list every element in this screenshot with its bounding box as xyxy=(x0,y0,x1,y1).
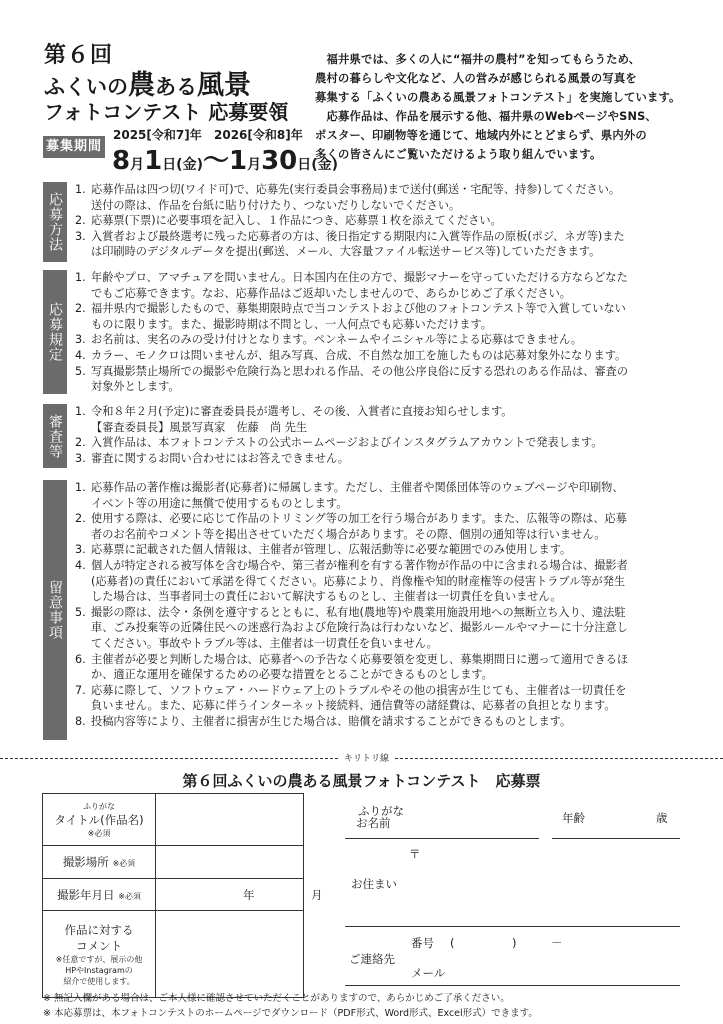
item-text: 審査に関するお問い合わせにはお答えできません。 xyxy=(91,451,349,465)
contact-label: ご連絡先 xyxy=(349,952,395,966)
list-item xyxy=(75,348,715,364)
item-text: 者のお名前やコメント等を掲出させていただく場合があります。その際、個別の通知等は行いません。 xyxy=(91,527,606,541)
list-item xyxy=(75,332,715,348)
item-text: 応募に際して、ソフトウェア・ハードウェア上のトラブルやその他の損害が生じても、主催者は一切責任を xyxy=(91,683,627,697)
item-text: か、適正な運用を確保するための必要な措置をとることができるものとします。 xyxy=(91,668,493,682)
field-label: タイトル(作品名) xyxy=(54,812,144,827)
item-text: した場合は、当事者同士の責任において解決するものとし、主催者は一切責任を負いません。 xyxy=(91,590,562,604)
date-input[interactable] xyxy=(156,879,323,911)
section-body xyxy=(75,182,715,260)
intro-line: 農村の暮らしや文化など、人の営みが感じられる風景の写真を xyxy=(315,72,637,85)
item-text: 負いません。また、応募に伴うインターネット接続料、通信費等の諸経費は、応募者の負担となります。 xyxy=(91,699,616,713)
item-number: 5. xyxy=(75,605,86,619)
title-part: 農 xyxy=(128,70,155,101)
section-label-text: 留意事項 xyxy=(47,580,63,640)
address-input-line[interactable] xyxy=(345,926,680,927)
item-text: 入賞者および最終選考に残った応募者の方は、後日指定する期限内に入賞等作品の原板(ポジ、ネガ等)また xyxy=(91,229,625,243)
item-text: 令和８年２月(予定)に審査委員長が選考し、その後、入賞者に直接お知らせします。 xyxy=(91,405,513,418)
list-item xyxy=(75,213,715,229)
section-label-text: 審査等 xyxy=(47,413,63,459)
month-unit: 月 xyxy=(311,888,323,902)
section-label xyxy=(43,404,67,468)
end-day: 30 xyxy=(261,146,298,176)
required-mark: ※必須 xyxy=(87,828,111,838)
list-item xyxy=(75,605,715,652)
item-number: 2. xyxy=(75,436,86,450)
item-text: 投稿内容等により、主催者に損害が生じた場合は、賠償を請求することができるものとします。 xyxy=(91,714,572,728)
contact-input-line[interactable] xyxy=(345,985,680,986)
list-item xyxy=(75,270,715,301)
item-number: 1. xyxy=(75,183,86,196)
section-body xyxy=(75,270,715,395)
item-number: 1. xyxy=(75,481,86,494)
intro-text xyxy=(315,50,717,164)
item-number: 4. xyxy=(75,558,86,572)
section-notes xyxy=(43,480,715,740)
item-number: 7. xyxy=(75,683,86,697)
item-text: 福井県内で撮影したもので、募集期限時点で当コンテストおよび他のフォトコンテスト等で入賞していない xyxy=(91,302,626,316)
field-label: 作品に対する xyxy=(64,922,134,937)
list-item xyxy=(75,480,715,511)
list-item xyxy=(75,229,715,260)
intro-line: 募集する「ふくいの農ある風景フォトコンテスト」を実施しています。 xyxy=(315,91,681,104)
section-application-method xyxy=(43,182,715,262)
item-text: 送付の際は、作品を台紙に貼り付けたり、つないだりしないでください。 xyxy=(91,198,461,212)
item-text: イベント等の用途に無償で使用するものとします。 xyxy=(91,496,348,510)
title-subtitle: フォトコンテスト 応募要領 xyxy=(44,100,289,124)
title-part: 風景 xyxy=(197,70,251,101)
section-label xyxy=(43,182,67,262)
period-dates xyxy=(112,140,338,177)
item-number: 1. xyxy=(75,271,86,284)
item-text: (応募者)の責任において承諾を得てください。応募により、肖像権や知的財産権等の侵害トラブル等が発生 xyxy=(91,574,626,588)
item-number: 2. xyxy=(75,214,86,228)
section-label-text: 応募方法 xyxy=(47,192,63,252)
unit: 月 xyxy=(247,157,262,173)
item-text: てください。事故やトラブル等は、主催者は一切責任を負いません。 xyxy=(91,636,438,650)
intro-line: 福井県では、多くの人に“福井の農村”を知ってもらうため、 xyxy=(315,53,641,66)
item-text: カラー、モノクロは問いませんが、組み写真、合成、不自然な加工を施したものは応募対象外になります。 xyxy=(91,348,627,362)
age-input-line[interactable] xyxy=(552,838,680,839)
item-text: 撮影の際は、法令・条例を遵守するとともに、私有地(農地等)や農業用施設用地への無断立ち入り、違法駐 xyxy=(91,605,626,619)
item-text: 主催者が必要と判断した場合は、応募者への予告なく応募要領を変更し、募集期間日に遡って適用できるほ xyxy=(91,652,629,666)
period-badge: 募集期間 xyxy=(43,136,105,158)
comment-field-label xyxy=(43,911,156,998)
item-text: 車、ごみ投棄等の近隣住民への迷惑行為および危険行為は行わないなど、撮影ルールやマナーに十分注意し xyxy=(91,621,628,635)
list-item xyxy=(75,683,715,714)
unit: 日(金) xyxy=(162,157,203,173)
footnote: ※ 無記入欄がある場合は、ご本人様に確認させていただくことがありますので、あらかじめご了承ください。 xyxy=(43,993,510,1004)
list-item xyxy=(75,182,715,213)
list-item xyxy=(75,542,715,558)
age-unit: 歳 xyxy=(656,811,668,825)
section-body xyxy=(75,480,715,730)
section-label-text: 応募規定 xyxy=(47,302,63,362)
age-label: 年齢 xyxy=(562,811,585,825)
item-number: 5. xyxy=(75,364,86,378)
field-note: HPやInstagramの xyxy=(65,965,133,975)
start-day: 1 xyxy=(144,146,163,176)
item-number: 6. xyxy=(75,652,86,666)
list-item xyxy=(75,558,715,605)
address-label: お住まい xyxy=(351,877,397,891)
item-number: 8. xyxy=(75,714,86,728)
field-label: 撮影場所 xyxy=(62,855,109,869)
footnote: ※ 本応募票は、本フォトコンテストのホームページでダウンロード（PDF形式、Word形式、Excel形式）できます。 xyxy=(43,1008,538,1019)
required-mark: ※必須 xyxy=(112,859,136,868)
section-application-rules xyxy=(43,270,715,394)
intro-line: ポスター、印刷物等を通じて、地域内外にとどまらず、県内外の xyxy=(315,129,647,142)
comment-input[interactable] xyxy=(156,911,304,998)
name-input-line[interactable] xyxy=(345,838,539,839)
field-note: 紹介で使用します。 xyxy=(63,976,135,986)
title-field-label xyxy=(43,794,156,846)
location-field-label xyxy=(43,846,156,879)
field-label: コメント xyxy=(76,938,122,953)
unit: 月 xyxy=(130,157,145,173)
intro-line: 応募作品は、作品を展示する他、福井県のWebページやSNS、 xyxy=(315,110,657,123)
entry-form-table xyxy=(42,793,323,998)
phone-label: 番号 xyxy=(411,936,434,950)
section-label xyxy=(43,270,67,394)
field-note: ※任意ですが、展示の他 xyxy=(55,954,143,964)
item-text: 個人が特定される被写体を含む場合や、第三者が権利を有する著作物が作品の中に含まれる場合は、撮影者 xyxy=(91,558,628,572)
list-item xyxy=(75,404,715,435)
intro-line: 多くの皆さんにご覧いただけるよう取り組んでいます。 xyxy=(315,148,602,161)
item-text: 入賞作品は、本フォトコンテストの公式ホームページおよびインスタグラムアカウントで発表します。 xyxy=(91,436,603,450)
title-edition: 第６回 xyxy=(44,43,114,68)
item-number: 4. xyxy=(75,348,86,362)
end-year: 2026[令和8]年 xyxy=(214,128,303,142)
item-text: 応募票(下票)に必要事項を記入し、１作品につき、応募票１枚を添えてください。 xyxy=(91,214,502,228)
item-number: 3. xyxy=(75,229,86,243)
start-year: 2025[令和7]年 xyxy=(113,128,202,142)
unit: 日(金) xyxy=(297,157,339,173)
form-title: 第６回ふくいの農ある風景フォトコンテスト 応募票 xyxy=(182,772,541,790)
list-item xyxy=(75,435,715,451)
date-field-label xyxy=(43,879,156,911)
list-item xyxy=(75,301,715,332)
item-text: 年齢やプロ、アマチュアを問いません。日本国内在住の方で、撮影マナーを守っていただける方ならどなた xyxy=(91,271,628,284)
item-number: 2. xyxy=(75,302,86,316)
item-text: は印刷時のデジタルデータを提出(郵送、メール、大容量ファイル転送サービス等)していただきます。 xyxy=(91,245,601,259)
tilde: 〜 xyxy=(202,146,229,176)
location-input[interactable] xyxy=(156,846,304,879)
item-text: ものに限ります。また、撮影時期は不問とし、一人何点でも応募いただけます。 xyxy=(91,317,492,331)
section-judging xyxy=(43,404,715,468)
field-label: 撮影年月日 xyxy=(57,887,115,902)
name-label: お名前 xyxy=(356,816,391,830)
item-text: 応募作品は四つ切(ワイド可)で、応募先(実行委員会事務局)まで送付(郵送・宅配等、持参)してください。 xyxy=(91,183,621,196)
item-text: 対象外とします。 xyxy=(91,380,180,394)
item-number: 2. xyxy=(75,512,86,526)
section-label xyxy=(43,480,67,740)
cut-line-label: キリトリ線 xyxy=(340,751,393,764)
item-text: 使用する際は、必要に応じて作品のトリミング等の加工を行う場合があります。また、広報等の際は、応募 xyxy=(91,512,627,526)
list-item xyxy=(75,364,715,395)
email-label: メール xyxy=(411,966,446,980)
furigana-label: ふりがな xyxy=(83,801,115,811)
item-text: 【審査委員長】風景写真家 佐藤 尚 先生 xyxy=(91,420,308,434)
phone-format[interactable]: ( ) － xyxy=(450,936,563,950)
postal-mark: 〒 xyxy=(409,847,421,861)
item-text: 応募作品の著作権は撮影者(応募者)に帰属します。ただし、主催者や関係団体等のウェブページや印刷物、 xyxy=(91,481,624,494)
required-mark: ※必須 xyxy=(118,891,141,901)
list-item xyxy=(75,451,715,467)
list-item xyxy=(75,511,715,542)
item-number: 3. xyxy=(75,333,86,347)
title-input[interactable] xyxy=(156,794,304,846)
item-number: 3. xyxy=(75,543,86,557)
title-part: ふくいの xyxy=(44,75,128,99)
list-item xyxy=(75,714,715,730)
item-number: 1. xyxy=(75,405,86,418)
item-text: お名前は、実名のみの受け付けとなります。ペンネームやイニシャル等による応募はできません。 xyxy=(91,333,583,347)
year-unit: 年 xyxy=(243,888,255,902)
title-part: ある xyxy=(155,75,197,99)
list-item xyxy=(75,652,715,683)
name-furigana-label: ふりがな xyxy=(358,804,404,818)
item-text: 写真撮影禁止場所での撮影や危険行為と思われる作品、その他公序良俗に反する恐れのある作品は、審査の xyxy=(91,364,629,378)
section-body xyxy=(75,404,715,466)
item-text: でもご応募できます。なお、応募作品はご返却いたしませんので、あらかじめご了承ください。 xyxy=(91,286,571,300)
start-month: 8 xyxy=(112,146,131,176)
end-month: 1 xyxy=(229,146,248,176)
item-number: 3. xyxy=(75,451,86,465)
item-text: 応募票に記載された個人情報は、主催者が管理し、広報活動等に必要な範囲でのみ使用します。 xyxy=(91,543,572,557)
